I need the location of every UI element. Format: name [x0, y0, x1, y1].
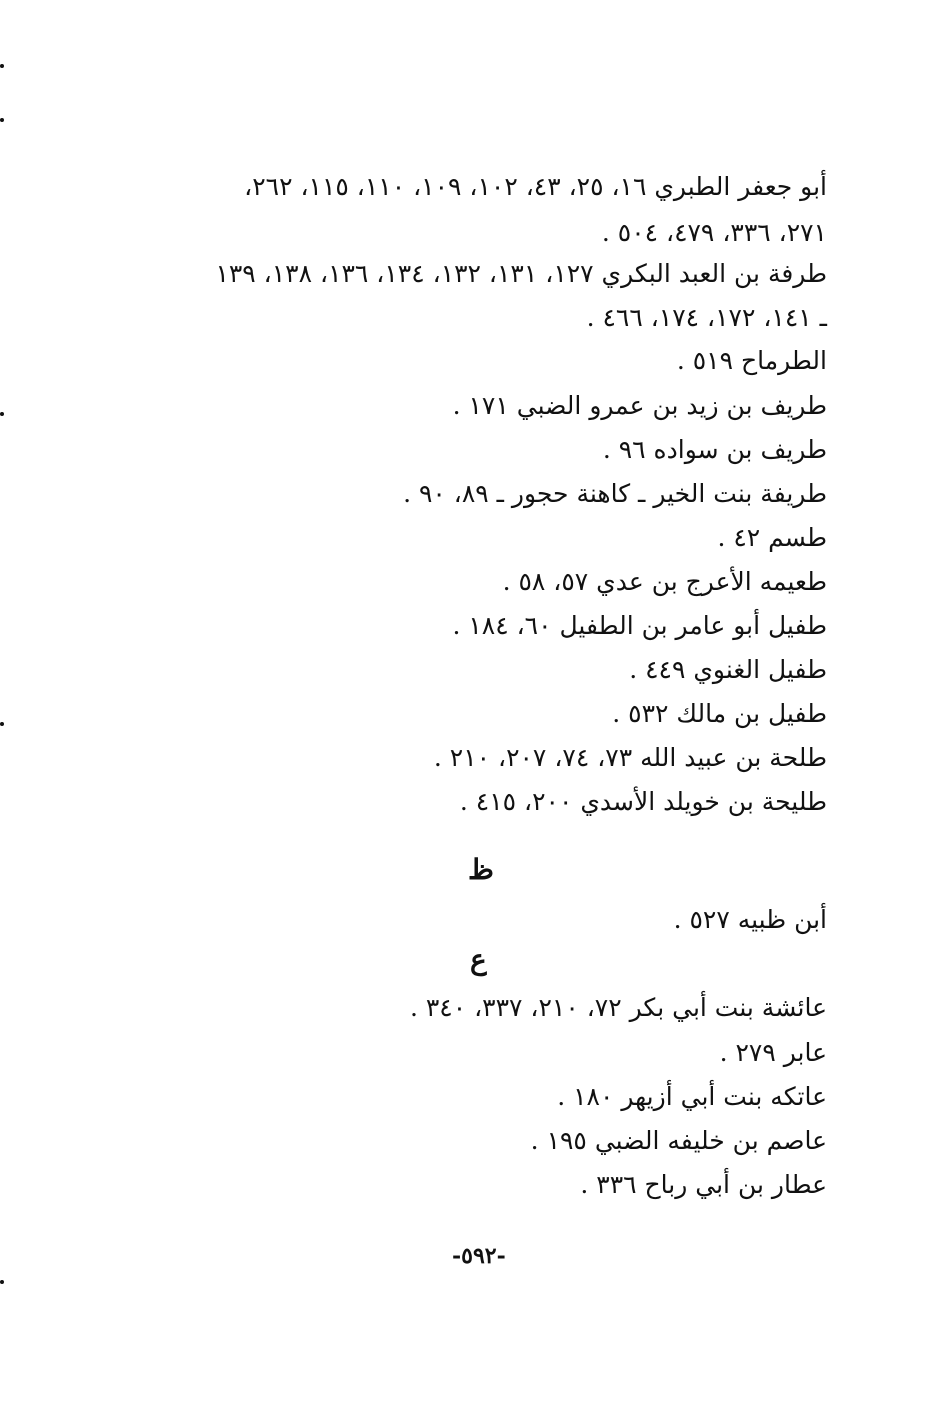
margin-mark [0, 118, 4, 122]
section-letter-heading: ظ [468, 853, 494, 886]
index-entry: عائشة بنت أبي بكر ٧٢، ٢١٠، ٣٣٧، ٣٤٠ . [409, 993, 827, 1022]
index-entry-continuation: ـ ١٤١، ١٧٢، ١٧٤، ٤٦٦ . [586, 303, 827, 332]
index-entry: طريف بن سواده ٩٦ . [602, 435, 827, 464]
section-letter-heading: ع [470, 943, 487, 976]
index-entry: طرفة بن العبد البكري ١٢٧، ١٣١، ١٣٢، ١٣٤، ١٣٦، ١٣٨، ١٣٩ [215, 259, 827, 288]
index-entry-continuation: ٢٧١، ٣٣٦، ٤٧٩، ٥٠٤ . [601, 218, 827, 247]
index-entry: عابر ٢٧٩ . [719, 1038, 827, 1067]
index-entry: طفيل أبو عامر بن الطفيل ٦٠، ١٨٤ . [452, 611, 827, 640]
index-entry: طريف بن زيد بن عمرو الضبي ١٧١ . [452, 391, 827, 420]
index-entry: أبن ظبيه ٥٢٧ . [673, 905, 827, 934]
index-entry: عطار بن أبي رباح ٣٣٦ . [580, 1170, 827, 1199]
margin-mark [0, 412, 4, 416]
index-entry: طريفة بنت الخير ـ كاهنة حجور ـ ٨٩، ٩٠ . [403, 479, 827, 508]
index-entry: طفيل الغنوي ٤٤٩ . [629, 655, 827, 684]
index-entry: أبو جعفر الطبري ١٦، ٢٥، ٤٣، ١٠٢، ١٠٩، ١١٠، ١١٥، ٢٦٢، [244, 172, 827, 201]
index-entry: طعيمه الأعرج بن عدي ٥٧، ٥٨ . [502, 567, 827, 596]
margin-mark [0, 64, 4, 68]
margin-mark [0, 722, 4, 726]
margin-mark [0, 1280, 4, 1284]
index-entry: عاتكه بنت أبي أزيهر ١٨٠ . [557, 1082, 827, 1111]
index-entry: طفيل بن مالك ٥٣٢ . [612, 699, 827, 728]
page-number: -٥٩٢- [452, 1243, 506, 1269]
index-entry: الطرماح ٥١٩ . [676, 346, 827, 375]
index-entry: طلحة بن عبيد الله ٧٣، ٧٤، ٢٠٧، ٢١٠ . [433, 743, 827, 772]
index-entry: عاصم بن خليفه الضبي ١٩٥ . [530, 1126, 827, 1155]
index-entry: طسم ٤٢ . [717, 523, 827, 552]
index-entry: طليحة بن خويلد الأسدي ٢٠٠، ٤١٥ . [459, 787, 827, 816]
